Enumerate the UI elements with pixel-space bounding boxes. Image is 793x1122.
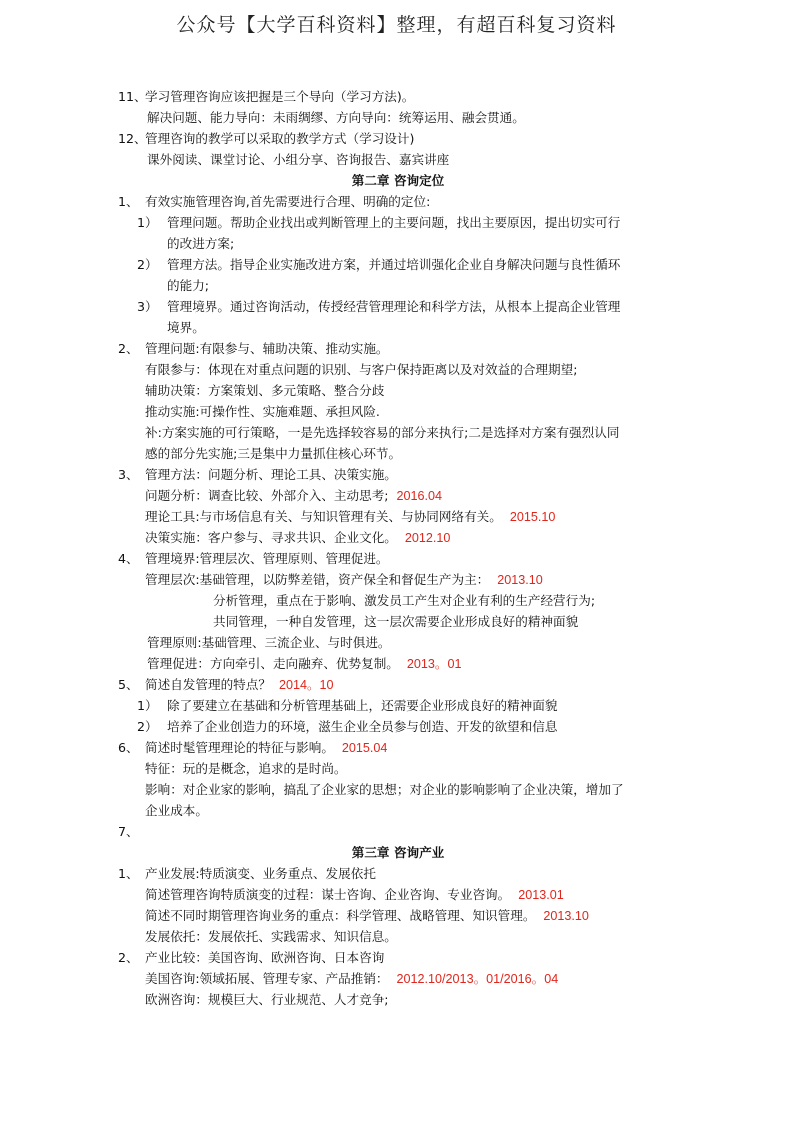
list-item	[118, 737, 678, 758]
document-body	[118, 86, 678, 1010]
answer-line: 特征：玩的是概念，追求的是时尚。	[145, 761, 347, 776]
list-item	[118, 86, 678, 107]
item-question: 简述自发管理的特点？	[145, 677, 271, 692]
item-number: 4、	[118, 551, 139, 566]
answer-text: 管理促进：方向牵引、走向融弃、优势复制。	[147, 656, 399, 671]
item-question: 有效实施管理咨询,首先需要进行合理、明确的定位:	[145, 194, 431, 209]
exam-date: 2013.01	[518, 888, 564, 902]
list-item	[118, 128, 678, 149]
sub-item-text: 管理境界。通过咨询活动，传授经营管理理论和科学方法，从根本上提高企业管理	[167, 299, 621, 314]
exam-date: 2015.04	[341, 741, 388, 755]
chapter-heading: 第三章 咨询产业	[351, 845, 445, 860]
item-question: 管理问题:有限参与、辅助决策、推动实施。	[145, 341, 389, 356]
answer-line	[118, 653, 678, 674]
chapter-heading: 第二章 咨询定位	[351, 173, 445, 188]
answer-line: 分析管理，重点在于影响、激发员工产生对企业有利的生产经营行为;	[213, 593, 596, 608]
answer-line	[118, 884, 678, 905]
answer-line	[118, 506, 678, 527]
answer-text: 理论工具:与市场信息有关、与知识管理有关、与协同网络有关。	[145, 509, 502, 524]
answer-line	[118, 527, 678, 548]
sub-item-text: 培养了企业创造力的环境，滋生企业全员参与创造、开发的欲望和信息	[167, 719, 558, 734]
item-number: 3、	[118, 467, 139, 482]
item-question: 管理方法：问题分析、理论工具、决策实施。	[145, 467, 397, 482]
list-item	[118, 548, 678, 569]
list-item	[118, 863, 678, 884]
exam-date: 2012.10/2013。01/2016。04	[396, 972, 559, 986]
item-number: 2、	[118, 950, 139, 965]
answer-text: 决策实施：客户参与、寻求共识、企业文化。	[145, 530, 397, 545]
item-number: 5、	[118, 677, 139, 692]
exam-date: 2013.10	[543, 909, 589, 923]
sub-item-number: 1）	[137, 698, 158, 713]
sub-item-number: 2）	[137, 719, 158, 734]
answer-line: 共同管理，一种自发管理，这一层次需要企业形成良好的精神面貌	[213, 614, 579, 629]
sub-item-text: 管理方法。指导企业实施改进方案，并通过培训强化企业自身解决问题与良性循环	[167, 257, 621, 272]
answer-line: 推动实施:可操作性、实施难题、承担风险.	[145, 404, 380, 419]
list-item	[118, 674, 678, 695]
sub-item-continuation: 的改进方案;	[167, 236, 235, 251]
answer-line: 企业成本。	[145, 803, 208, 818]
item-question: 管理咨询的教学可以采取的教学方式（学习设计)	[145, 131, 415, 146]
answer-line: 发展依托：发展依托、实践需求、知识信息。	[145, 929, 397, 944]
list-item	[118, 947, 678, 968]
sub-item-number: 1）	[137, 215, 158, 230]
exam-date: 2012.10	[404, 531, 451, 545]
sub-item	[118, 212, 678, 233]
item-number: 7、	[118, 824, 139, 839]
answer-text: 简述不同时期管理咨询业务的重点：科学管理、战略管理、知识管理。	[145, 908, 536, 923]
list-item	[118, 191, 678, 212]
exam-date: 2015.10	[509, 510, 556, 524]
answer-text: 简述管理咨询特质演变的过程：谋士咨询、企业咨询、专业咨询。	[145, 887, 511, 902]
answer-line	[118, 569, 678, 590]
item-number: 12、	[118, 131, 147, 146]
answer-line: 辅助决策：方案策划、多元策略、整合分歧	[145, 383, 385, 398]
exam-date: 2014。10	[278, 678, 334, 692]
item-question: 产业比较：美国咨询、欧洲咨询、日本咨询	[145, 950, 385, 965]
page-header: 公众号【大学百科资料】整理，有超百科复习资料	[176, 14, 617, 36]
answer-line: 补:方案实施的可行策略，一是先选择较容易的部分来执行;二是选择对方案有强烈认同	[145, 425, 620, 440]
answer-line: 有限参与：体现在对重点问题的识别、与客户保持距离以及对效益的合理期望;	[145, 362, 578, 377]
item-number: 1、	[118, 866, 139, 881]
sub-item-number: 2）	[137, 257, 158, 272]
answer-line: 欧洲咨询：规模巨大、行业规范、人才竞争;	[145, 992, 389, 1007]
item-number: 2、	[118, 341, 139, 356]
list-item	[118, 338, 678, 359]
item-answer: 解决问题、能力导向：未雨绸缪、方向导向：统筹运用、融会贯通。	[147, 110, 525, 125]
list-item	[118, 821, 678, 842]
sub-item	[118, 716, 678, 737]
exam-date: 2013。01	[406, 657, 462, 671]
answer-line	[118, 968, 678, 989]
item-question: 产业发展:特质演变、业务重点、发展依托	[145, 866, 376, 881]
sub-item	[118, 254, 678, 275]
sub-item	[118, 296, 678, 317]
answer-text: 美国咨询:领域拓展、管理专家、产品推销：	[145, 971, 389, 986]
answer-line: 影响：对企业家的影响，搞乱了企业家的思想；对企业的影响影响了企业决策，增加了	[145, 782, 624, 797]
answer-text: 问题分析：调查比较、外部介入、主动思考;	[145, 488, 389, 503]
sub-item-text: 管理问题。帮助企业找出或判断管理上的主要问题，找出主要原因，提出切实可行	[167, 215, 621, 230]
answer-line: 感的部分先实施;三是集中力量抓住核心环节。	[145, 446, 402, 461]
item-question: 学习管理咨询应该把握是三个导向（学习方法)。	[145, 89, 415, 104]
item-answer: 课外阅读、课堂讨论、小组分享、咨询报告、嘉宾讲座	[147, 152, 450, 167]
exam-date: 2013.10	[497, 573, 543, 587]
item-question: 简述时髦管理理论的特征与影响。	[145, 740, 334, 755]
sub-item-continuation: 境界。	[167, 320, 205, 335]
sub-item-text: 除了要建立在基础和分析管理基础上，还需要企业形成良好的精神面貌	[167, 698, 558, 713]
item-question: 管理境界:管理层次、管理原则、管理促进。	[145, 551, 389, 566]
answer-text: 管理层次:基础管理，以防弊差错，资产保全和督促生产为主：	[145, 572, 490, 587]
item-number: 1、	[118, 194, 139, 209]
answer-line: 管理原则:基础管理、三流企业、与时俱进。	[147, 635, 391, 650]
answer-line	[118, 485, 678, 506]
item-number: 11、	[118, 89, 147, 104]
list-item	[118, 464, 678, 485]
item-number: 6、	[118, 740, 139, 755]
answer-line	[118, 905, 678, 926]
sub-item-number: 3）	[137, 299, 158, 314]
sub-item	[118, 695, 678, 716]
sub-item-continuation: 的能力;	[167, 278, 210, 293]
exam-date: 2016.04	[396, 489, 443, 503]
